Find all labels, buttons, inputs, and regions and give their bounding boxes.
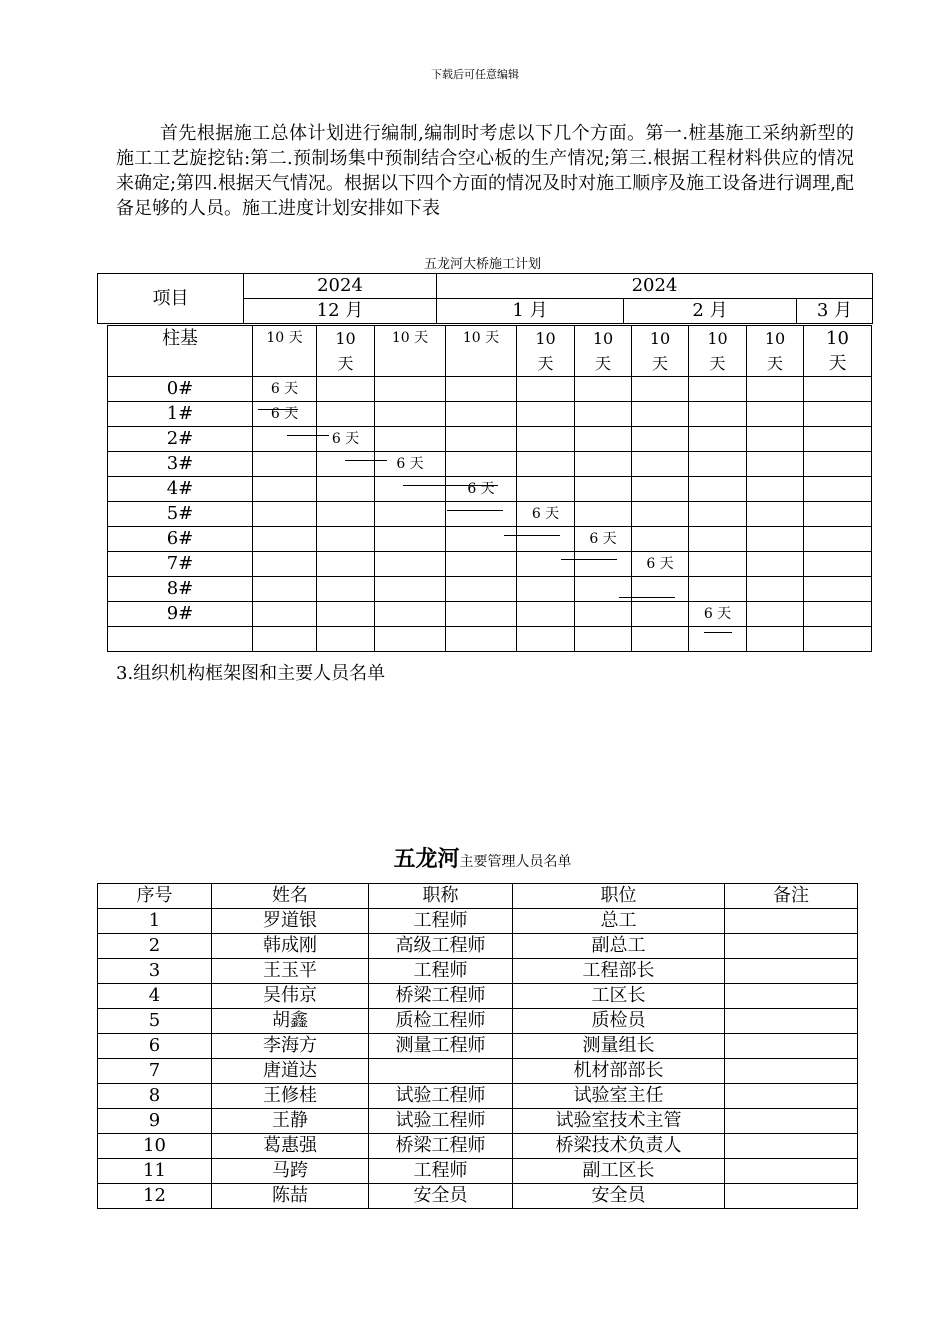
gantt-year-2024-a: 2024 [244,274,437,299]
gantt-duration: 6 天 [375,452,446,477]
staff-col-header: 姓名 [212,884,369,909]
table-row: 1 罗道银 工程师 总工 [98,909,858,934]
gantt-row-label: 6# [108,527,253,552]
table-row: 7 唐道达 机材部部长 [98,1059,858,1084]
gantt-row-label: 2# [108,427,253,452]
staff-title-project: 五龙河 [393,846,460,872]
gantt-bar [345,460,387,461]
table-row: 12 陈喆 安全员 安全员 [98,1184,858,1209]
staff-table [97,883,858,1209]
gantt-section-label: 柱基 [108,326,253,377]
gantt-body-table [107,325,872,652]
gantt-period: 10 天 [804,326,872,377]
gantt-row-label: 9# [108,602,253,627]
staff-col-header: 职称 [369,884,513,909]
gantt-item-header: 项目 [98,274,244,324]
gantt-period: 10 天 [632,326,689,377]
gantt-period: 10 天 [689,326,747,377]
gantt-duration: 6 天 [253,402,317,427]
gantt-period: 10 天 [253,326,317,377]
gantt-duration: 6 天 [689,602,747,627]
gantt-period: 10 天 [517,326,575,377]
gantt-bar [447,510,503,511]
org-section-title: 3.组织机构框架图和主要人员名单 [116,663,386,684]
gantt-caption: 五龙河大桥施工计划 [423,257,541,272]
gantt-period: 10 天 [317,326,375,377]
gantt-duration: 6 天 [575,527,632,552]
gantt-duration: 6 天 [253,377,317,402]
gantt-bar [504,535,560,536]
gantt-row-label: 4# [108,477,253,502]
staff-col-header: 备注 [725,884,858,909]
table-row: 6 李海方 测量工程师 测量组长 [98,1034,858,1059]
table-row: 10 葛惠强 桥梁工程师 桥梁技术负责人 [98,1134,858,1159]
gantt-year-2024-b: 2024 [437,274,873,299]
table-row: 3 王玉平 工程师 工程部长 [98,959,858,984]
gantt-row-label: 5# [108,502,253,527]
staff-col-header: 序号 [98,884,212,909]
gantt-bar [287,435,329,436]
gantt-bar [258,409,298,410]
gantt-period: 10 天 [375,326,446,377]
gantt-month-feb: 2 月 [624,299,797,324]
staff-col-header: 职位 [513,884,725,909]
gantt-header-table [97,273,873,324]
table-row: 4 吴伟京 桥梁工程师 工区长 [98,984,858,1009]
staff-header-row [98,884,858,909]
page-header-note: 下载后可任意编辑 [431,68,519,81]
gantt-duration: 6 天 [317,427,375,452]
gantt-month-dec: 12 月 [244,299,437,324]
gantt-row-label: 8# [108,577,253,602]
gantt-row-label: 0# [108,377,253,402]
gantt-period: 10 天 [446,326,517,377]
gantt-bar [619,597,675,598]
gantt-row-label: 1# [108,402,253,427]
gantt-duration: 6 天 [446,477,517,502]
gantt-row-label: 3# [108,452,253,477]
table-row: 9 王静 试验工程师 试验室技术主管 [98,1109,858,1134]
gantt-bar [561,559,617,560]
gantt-row-label: 7# [108,552,253,577]
intro-paragraph: 首先根据施工总体计划进行编制,编制时考虑以下几个方面。第一.桩基施工采纳新型的施工工艺旋挖钻:第二.预制场集中预制结合空心板的生产情况;第三.根据工程材料供应的情况来确定;第四.根据天气情况。根据以下四个方面的情况及时对施工顺序及施工设备进行调理,配备足够的人员。施工进度计划安排如下表 [116,123,854,219]
gantt-duration: 6 天 [632,552,689,577]
table-row: 5 胡鑫 质检工程师 质检员 [98,1009,858,1034]
table-row: 8 王修桂 试验工程师 试验室主任 [98,1084,858,1109]
staff-table-title [0,842,950,873]
table-row: 11 马跨 工程师 副工区长 [98,1159,858,1184]
gantt-period: 10 天 [747,326,804,377]
gantt-duration: 6 天 [517,502,575,527]
staff-title-label: 主要管理人员名单 [459,854,572,870]
gantt-bar [704,632,732,633]
table-row: 2 韩成刚 高级工程师 副总工 [98,934,858,959]
gantt-period: 10 天 [575,326,632,377]
gantt-month-jan: 1 月 [437,299,624,324]
gantt-month-mar: 3 月 [797,299,873,324]
gantt-bar [403,485,498,486]
